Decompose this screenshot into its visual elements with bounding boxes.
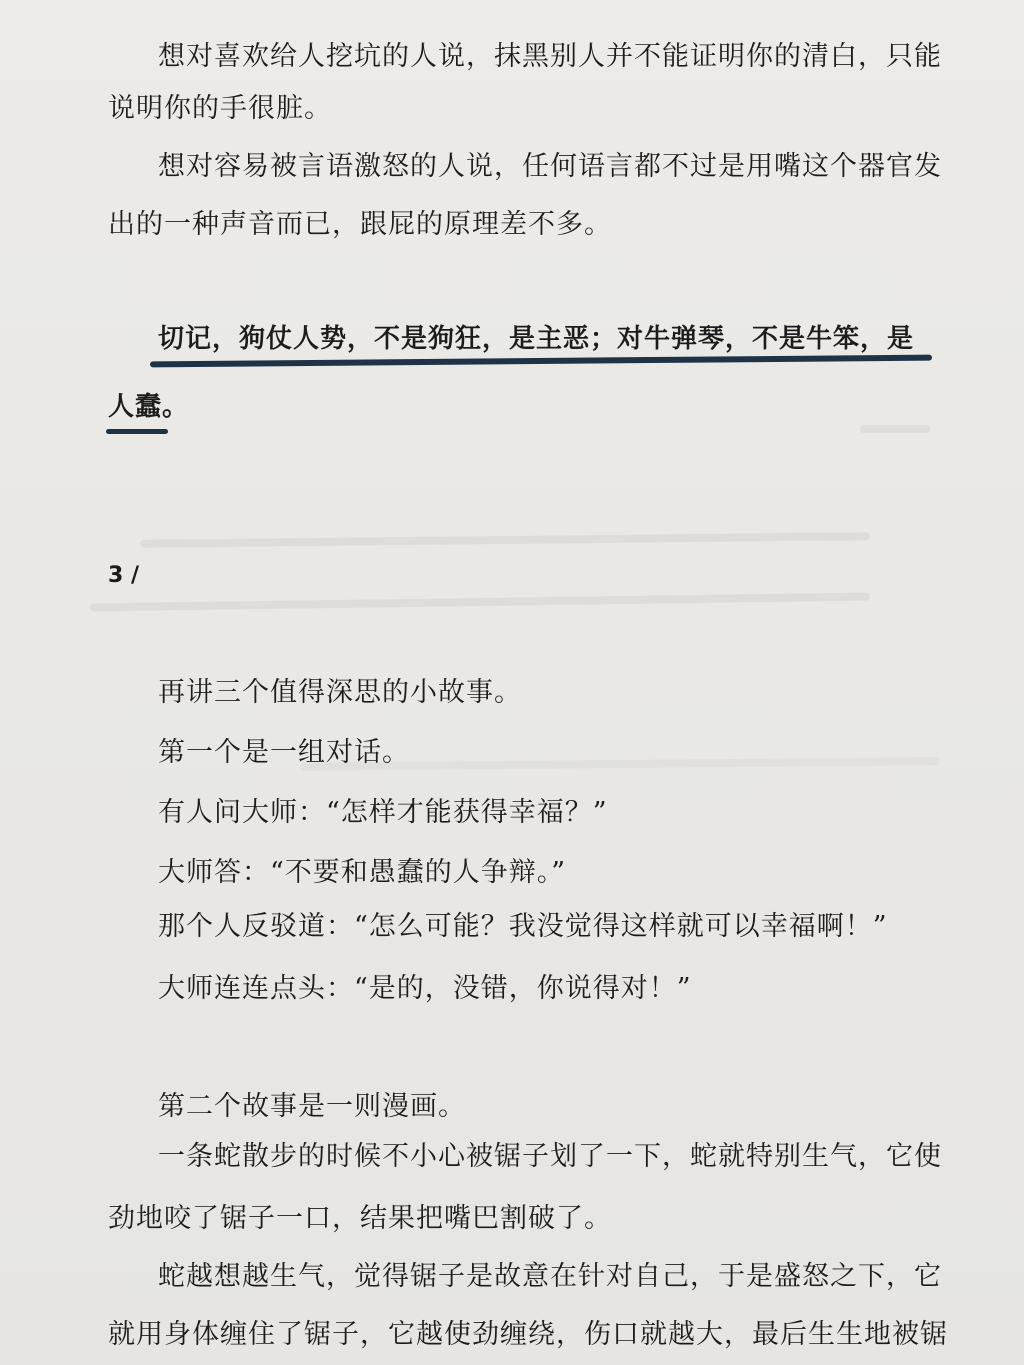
bold-quote-line: 切记，狗仗人势，不是狗狂，是主恶；对牛弹琴，不是牛笨，是: [158, 324, 915, 354]
story-line: 第一个是一组对话。: [158, 737, 410, 768]
story-line: 劲地咬了锯子一口，结果把嘴巴割破了。: [108, 1203, 612, 1234]
bleed-through-mark: [140, 532, 870, 548]
pen-underline: [106, 429, 168, 434]
paragraph-line: 想对喜欢给人挖坑的人说，抹黑别人并不能证明你的清白，只能: [158, 41, 942, 72]
pen-underline: [150, 355, 932, 368]
paragraph-line: 出的一种声音而已，跟屁的原理差不多。: [108, 209, 612, 240]
paragraph-line: 想对容易被言语激怒的人说，任何语言都不过是用嘴这个器官发: [158, 151, 942, 182]
dialog-line: 有人问大师：“怎样才能获得幸福？”: [158, 797, 608, 828]
bold-quote-line: 人蠢。: [108, 392, 190, 422]
dialog-line: 那个人反驳道：“怎么可能？我没觉得这样就可以幸福啊！”: [158, 911, 888, 942]
story-line: 第二个故事是一则漫画。: [158, 1091, 466, 1122]
section-number: 3 /: [108, 563, 140, 588]
story-line: 就用身体缠住了锯子，它越使劲缠绕，伤口就越大，最后生生地被锯: [108, 1319, 948, 1350]
dialog-line: 大师答：“不要和愚蠢的人争辩。”: [158, 857, 567, 888]
story-line: 蛇越想越生气，觉得锯子是故意在针对自己，于是盛怒之下，它: [158, 1261, 942, 1292]
paragraph-line: 说明你的手很脏。: [108, 93, 332, 124]
story-line: 一条蛇散步的时候不小心被锯子划了一下，蛇就特别生气，它使: [158, 1141, 942, 1172]
bleed-through-mark: [90, 593, 870, 612]
story-line: 再讲三个值得深思的小故事。: [158, 677, 522, 708]
dialog-line: 大师连连点头：“是的，没错，你说得对！”: [158, 973, 692, 1004]
bleed-through-mark: [860, 425, 930, 433]
